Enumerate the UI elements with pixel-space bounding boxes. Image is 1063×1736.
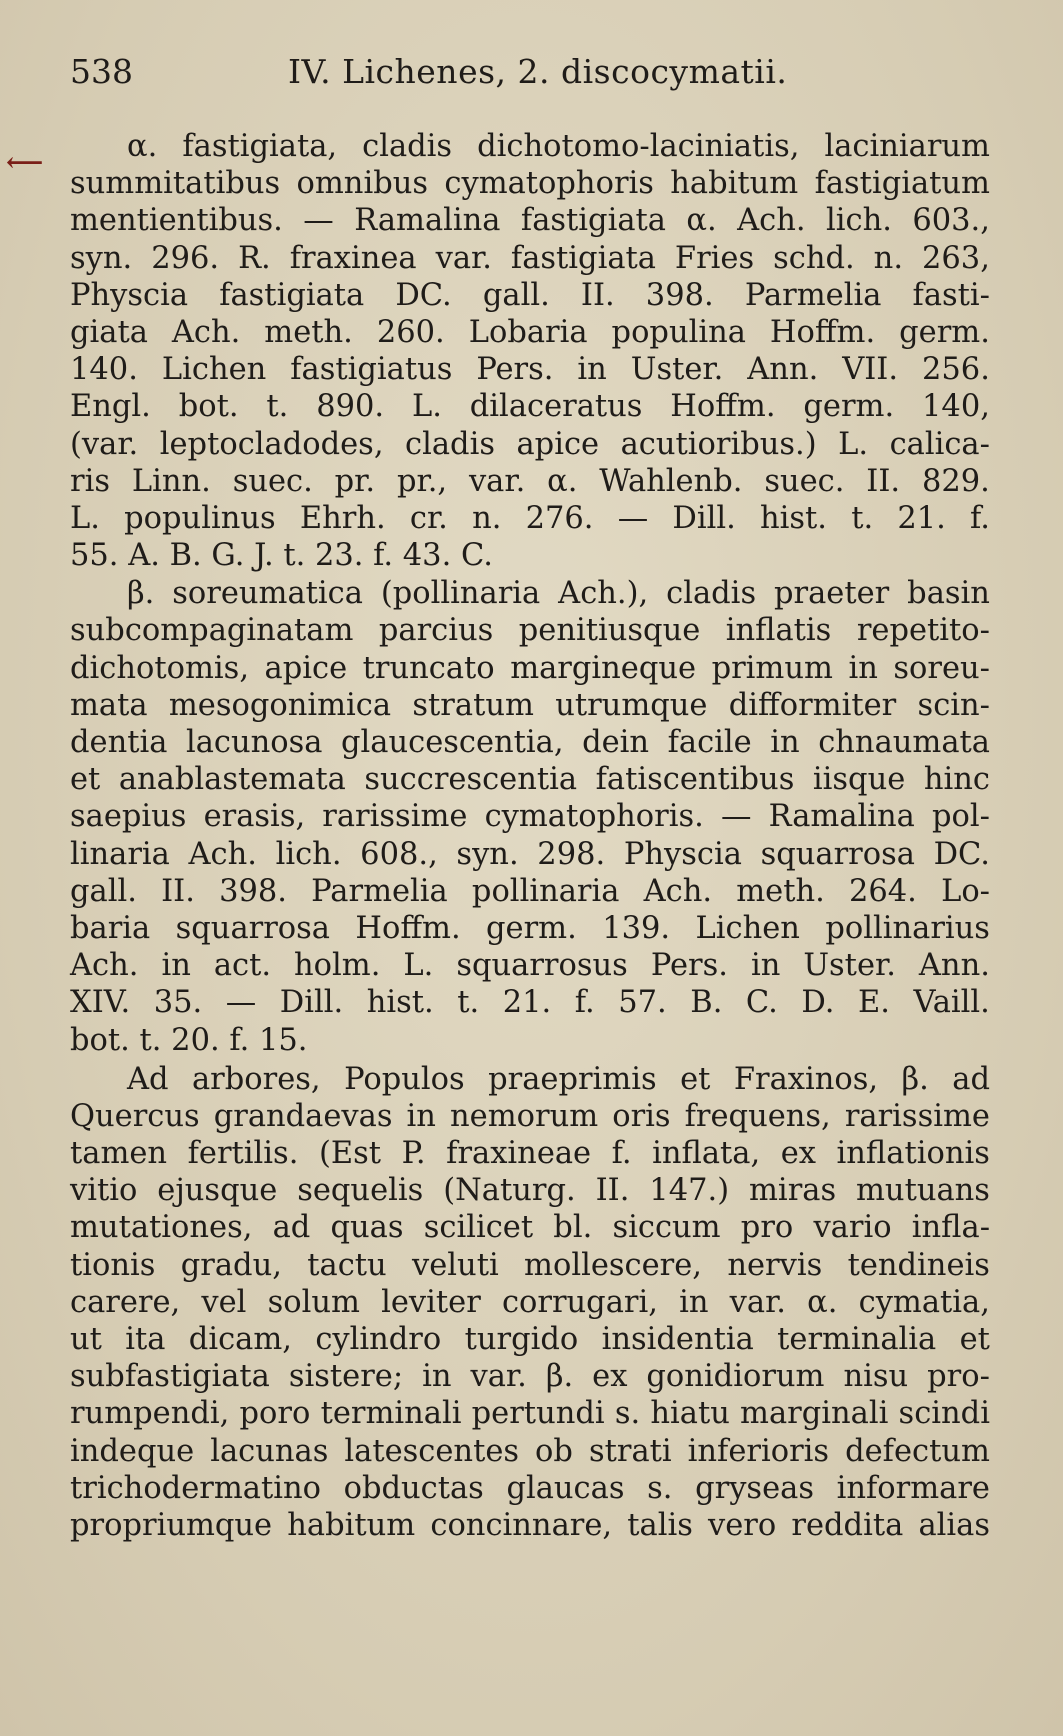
text-line: subfastigiata sistere; in var. β. ex gonidiorum nisu pro-	[70, 1359, 990, 1395]
text-line: L. populinus Ehrh. cr. n. 276. — Dill. hist. t. 21. f.	[70, 500, 990, 536]
running-title: IV. Lichenes, 2. discocymatii.	[288, 52, 788, 91]
text-line: β. soreumatica (pollinaria Ach.), cladis praeter basin	[127, 576, 990, 612]
text-line: carere, vel solum leviter corrugari, in var. α. cymatia,	[70, 1284, 990, 1320]
text-line: mentientibus. — Ramalina fastigiata α. Ach. lich. 603.,	[70, 203, 990, 239]
text-line: mutationes, ad quas scilicet bl. siccum pro vario infla-	[70, 1210, 990, 1246]
text-line: propriumque habitum concinnare, talis vero reddita alias	[70, 1507, 990, 1543]
body-text	[70, 128, 990, 1544]
text-line: Physcia fastigiata DC. gall. II. 398. Parmelia fasti-	[70, 277, 990, 313]
text-line: tamen fertilis. (Est P. fraxineae f. inflata, ex inflationis	[70, 1136, 990, 1172]
text-line: indeque lacunas latescentes ob strati inferioris defectum	[70, 1433, 990, 1469]
text-line: linaria Ach. lich. 608., syn. 298. Physcia squarrosa DC.	[70, 836, 990, 872]
text-line: XIV. 35. — Dill. hist. t. 21. f. 57. B. C. D. E. Vaill.	[70, 985, 990, 1021]
text-line: Engl. bot. t. 890. L. dilaceratus Hoffm. germ. 140,	[70, 389, 990, 425]
text-line: 55. A. B. G. J. t. 23. f. 43. C.	[70, 538, 493, 574]
margin-arrow-mark: ⟵	[6, 148, 44, 178]
text-line: ris Linn. suec. pr. pr., var. α. Wahlenb. suec. II. 829.	[70, 463, 990, 499]
text-line: saepius erasis, rarissime cymatophoris. — Ramalina pol-	[70, 799, 990, 835]
paragraph-beta	[70, 575, 990, 1058]
text-line: summitatibus omnibus cymatophoris habitum fastigiatum	[70, 166, 990, 202]
text-line: dichotomis, apice truncato margineque primum in soreu-	[70, 650, 990, 686]
text-line: trichodermatino obductas glaucas s. gryseas informare	[70, 1470, 990, 1506]
text-line: syn. 296. R. fraxinea var. fastigiata Fries schd. n. 263,	[70, 240, 990, 276]
text-line: (var. leptocladodes, cladis apice acutioribus.) L. calica-	[70, 426, 990, 462]
text-line: vitio ejusque sequelis (Naturg. II. 147.) miras mutuans	[70, 1173, 990, 1209]
text-line: baria squarrosa Hoffm. germ. 139. Lichen pollinarius	[70, 910, 990, 946]
page-header	[70, 52, 1000, 102]
page-number: 538	[70, 52, 133, 91]
text-line: et anablastemata succrescentia fatiscentibus iisque hinc	[70, 762, 990, 798]
text-line: Ach. in act. holm. L. squarrosus Pers. in Uster. Ann.	[70, 948, 990, 984]
text-line: giata Ach. meth. 260. Lobaria populina Hoffm. germ.	[70, 314, 990, 350]
text-line: 140. Lichen fastigiatus Pers. in Uster. Ann. VII. 256.	[70, 352, 990, 388]
text-line: α. fastigiata, cladis dichotomo-laciniatis, laciniarum	[127, 129, 990, 164]
paragraph-alpha	[70, 128, 990, 574]
text-line: dentia lacunosa glaucescentia, dein facile in chnaumata	[70, 725, 990, 760]
text-line: ut ita dicam, cylindro turgido insidentia terminalia et	[70, 1322, 990, 1357]
text-line: Ad arbores, Populos praeprimis et Fraxinos, β. ad	[127, 1061, 990, 1097]
text-line: mata mesogonimica stratum utrumque difformiter scin-	[70, 687, 990, 723]
text-line: tionis gradu, tactu veluti mollescere, nervis tendineis	[70, 1247, 990, 1283]
text-line: bot. t. 20. f. 15.	[70, 1022, 308, 1058]
text-line: Quercus grandaevas in nemorum oris frequens, rarissime	[70, 1098, 990, 1134]
text-line: subcompaginatam parcius penitiusque inflatis repetito-	[70, 613, 990, 649]
text-line: gall. II. 398. Parmelia pollinaria Ach. meth. 264. Lo-	[70, 873, 990, 909]
text-line: rumpendi, poro terminali pertundi s. hiatu marginali scindi	[70, 1396, 990, 1432]
paragraph-habitat	[70, 1061, 990, 1544]
